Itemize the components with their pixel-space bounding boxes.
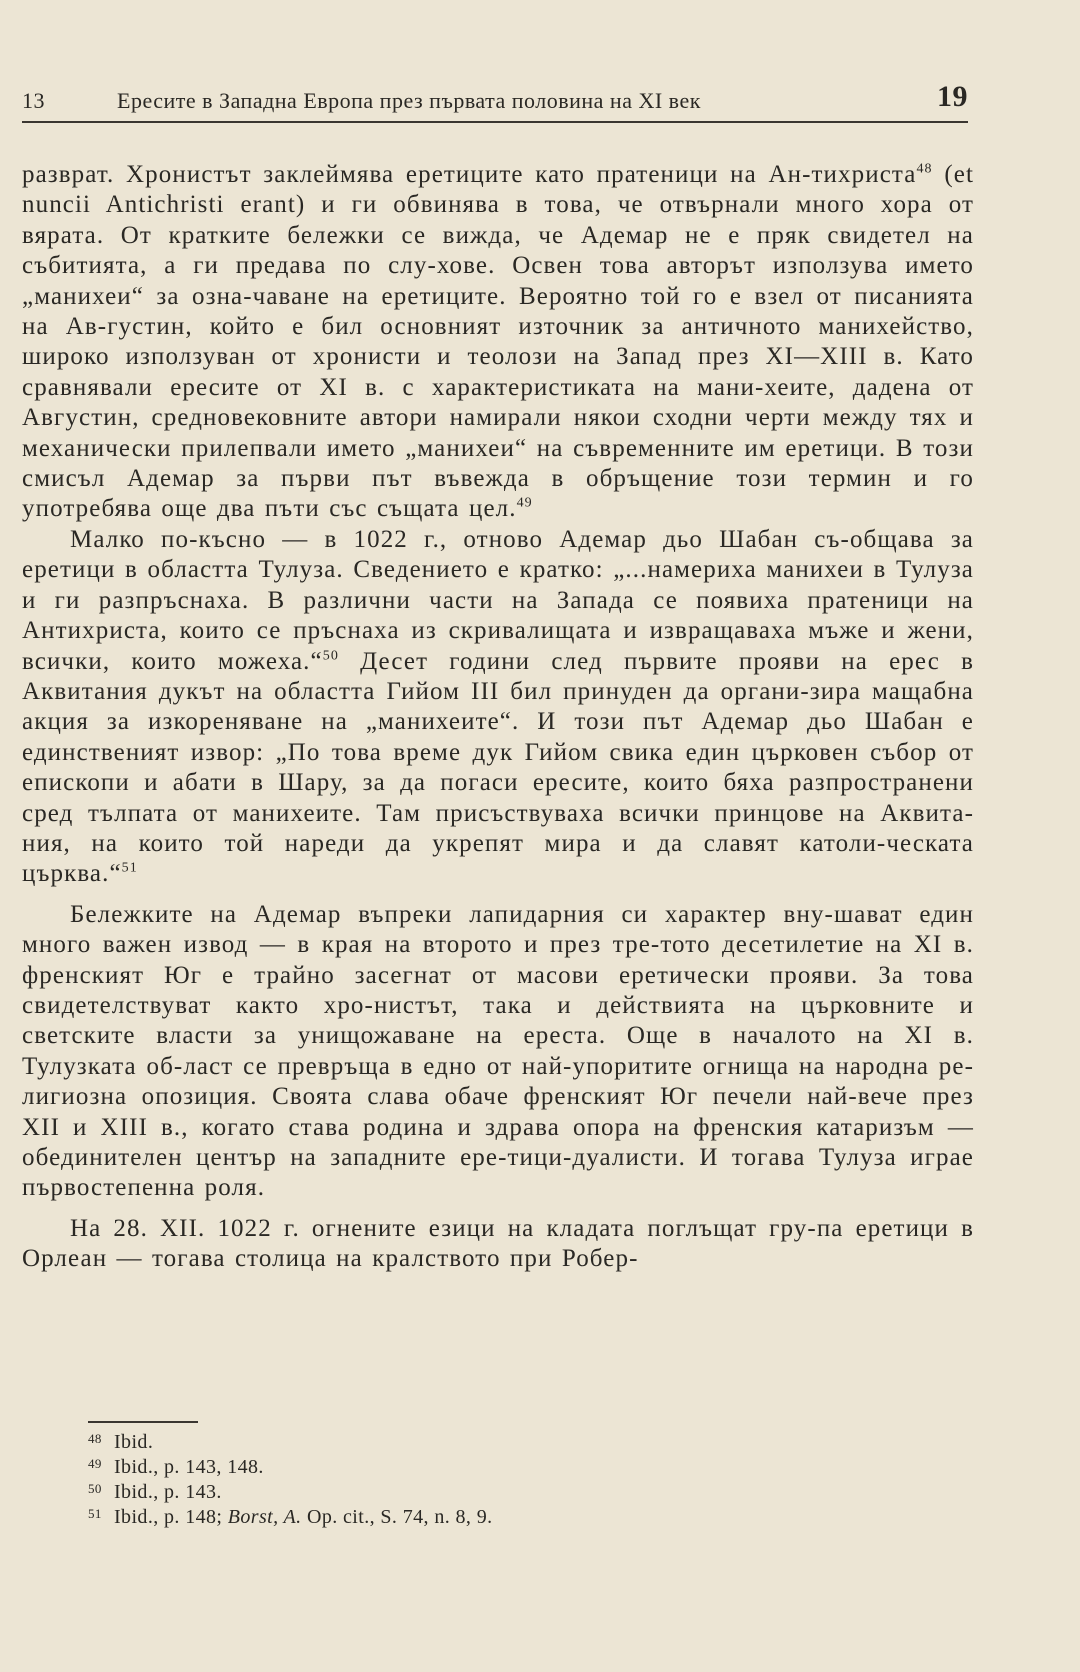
footnote-ref-50: 50 [322,648,339,664]
footnote-ref-51: 51 [121,861,138,877]
footnote-ref-49: 49 [516,496,533,512]
paragraph-1: разврат. Хронистът заклеймява еретиците като пратеници на Ан-тихриста$^{48}$ (et nuncii Antichristi erant) и ги обвинява в това, че отвърнали много хора от вярата. От кратките бележки се вижда, че Адемар не е пряк свидетел на събитията, а ги предава по слу-хове. Освен това авторът използува името „манихеи“ за озна-чаване на еретиците. Вероятно той го е взел от писанията на Ав-густин, който е бил основният източник за античното манихейство, широко използуван от хронисти и теолози на Запад през XI—XIII в. Като сравнявали ересите от XI в. с характеристиката на мани-хеите, дадена от Августин, средновековните автори намирали някои сходни черти между тях и механически прилепвали името „манихеи“ на съвременните им еретици. В този смисъл Адемар за първи път въвежда в обръщение този термин и го употребява още два пъти със същата цел.$^{49}$ [22,161,974,523]
footnote-50 [88,1480,788,1505]
footnote-number: 49 [88,1456,102,1471]
footnote-text: Ibid., p. 148; Borst, A. Op. cit., S. 74, n. 8, 9. [114,1506,493,1528]
footnote-ref-48: 48 [916,161,933,177]
author-name: Borst, A. [227,1506,302,1528]
running-title: Ересите в Западна Европа през първата половина на XI век [117,88,701,113]
footnote-number: 50 [88,1481,102,1496]
paragraph-4: На 28. XII. 1022 г. огнените езици на кладата поглъщат гру-па еретици в Орлеан — тогава столица на кралството при Робер- [22,1214,974,1273]
footnote-48 [88,1430,788,1455]
footnote-number: 51 [88,1506,102,1521]
footnote-rule [88,1421,198,1423]
running-header [22,76,968,116]
paragraph-2: Малко по-късно — в 1022 г., отново Адемар дьо Шабан съ-общава за еретици в областта Тулуза. Сведението е кратко: „...намериха манихеи в Тулуза и ги разпръснаха. В различни части на Запада се появиха пратеници на Антихриста, които се пръснаха из скривалищата и извращаваха мъже и жени, всички, които можеха.“$^{50}$ Десет години след първите прояви на ерес в Аквитания дукът на областта Гийом III бил принуден да органи-зира мащабна акция за изкореняване на „манихеите“. И този път Адемар дьо Шабан е единственият извор: „По това време дук Гийом свика един църковен събор от епископи и абати в Шару, за да погаси ересите, които бяха разпространени сред тълпата от манихеите. Там присъствуваха всички принцове на Аквита-ния, на които той нареди да укрепят мира и да славят католи-ческата църква.“$^{51}$ [22,525,974,888]
footnote-text: Ibid., p. 143, 148. [114,1456,264,1478]
header-rule [22,121,968,123]
footnote-51 [88,1505,788,1530]
footnote-number: 48 [88,1431,102,1446]
body-text [22,160,974,1275]
footnote-text: Ibid., p. 143. [114,1481,222,1503]
page-number: 19 [937,80,968,113]
footnote-text: Ibid. [114,1431,154,1453]
paragraph-3: Бележките на Адемар въпреки лапидарния си характер вну-шават един много важен извод — в края на второто и през тре-тото десетилетие на XI в. френският Юг е трайно засегнат от масови еретически прояви. За това свидетелствуват както хро-нистът, така и действията на църковните и светските власти за унищожаване на ереста. Още в началото на XI в. Тулузката об-ласт се превръща в едно от най-упоритите огнища на народна ре-лигиозна опозиция. Своята слава обаче френският Юг печели най-вече през XII и XIII в., когато става родина и здрава опора на френския катаризъм — обединителен център на западните ере-тици-дуалисти. И тогава Тулуза играе първостепенна роля. [22,900,974,1202]
footnotes [88,1430,788,1530]
footnote-49 [88,1455,788,1480]
original-page-number: 13 [22,88,45,113]
